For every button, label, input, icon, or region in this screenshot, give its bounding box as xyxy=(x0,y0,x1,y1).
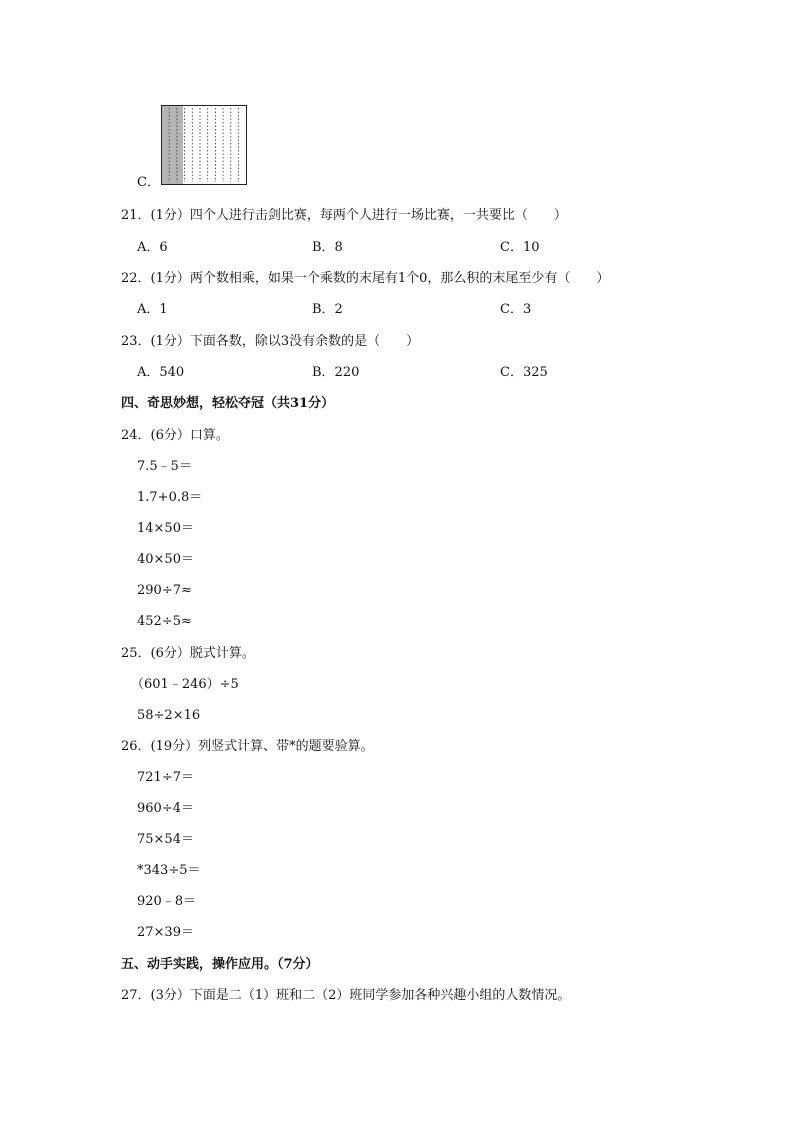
q21-stem: 21．(1分）四个人进行击剑比赛，每两个人进行一场比赛，一共要比（ ） xyxy=(121,208,567,223)
q23-option-c[interactable]: C．325 xyxy=(500,365,548,380)
q23-option-b[interactable]: B．220 xyxy=(312,365,360,380)
q26-item: 960÷4＝ xyxy=(137,801,194,816)
q24-item: 14×50＝ xyxy=(137,521,194,536)
q22-option-c[interactable]: C．3 xyxy=(500,302,532,317)
q24-item: 1.7+0.8＝ xyxy=(137,490,203,505)
fraction-grid-figure xyxy=(161,105,247,185)
q22-stem: 22．(1分）两个数相乘，如果一个乘数的末尾有1个0，那么积的末尾至少有（ ） xyxy=(121,271,610,286)
section-4-heading: 四、奇思妙想，轻松夺冠（共31分） xyxy=(121,396,335,411)
q25-item: （601﹣246）÷5 xyxy=(131,677,239,692)
q25-item: 58÷2×16 xyxy=(137,708,201,723)
q26-stem: 26．(19分）列竖式计算、带*的题要验算。 xyxy=(121,739,374,754)
q24-item: 452÷5≈ xyxy=(137,614,192,629)
shaded-region xyxy=(162,106,183,184)
q26-item: 75×54＝ xyxy=(137,832,194,847)
q21-option-a[interactable]: A．6 xyxy=(137,240,168,255)
q24-item: 40×50＝ xyxy=(137,552,194,567)
q26-item: *343÷5＝ xyxy=(137,863,201,878)
q25-stem: 25．(6分）脱式计算。 xyxy=(121,646,255,661)
q23-option-a[interactable]: A．540 xyxy=(137,365,185,380)
q26-item: 920﹣8＝ xyxy=(137,894,197,909)
q24-item: 7.5﹣5＝ xyxy=(137,459,192,474)
q21-option-c[interactable]: C．10 xyxy=(500,240,540,255)
q24-item: 290÷7≈ xyxy=(137,583,192,598)
option-c-label[interactable]: C． xyxy=(137,175,160,190)
q26-item: 27×39＝ xyxy=(137,925,194,940)
q26-item: 721÷7＝ xyxy=(137,770,194,785)
section-5-heading: 五、动手实践，操作应用。（7分） xyxy=(121,957,319,972)
q21-option-b[interactable]: B．8 xyxy=(312,240,343,255)
q27-stem: 27．(3分）下面是二（1）班和二（2）班同学参加各种兴趣小组的人数情况。 xyxy=(121,988,571,1003)
q24-stem: 24．(6分）口算。 xyxy=(121,428,229,443)
q23-stem: 23．(1分）下面各数，除以3没有余数的是（ ） xyxy=(121,334,420,349)
q22-option-b[interactable]: B．2 xyxy=(312,302,343,317)
q22-option-a[interactable]: A．1 xyxy=(137,302,168,317)
